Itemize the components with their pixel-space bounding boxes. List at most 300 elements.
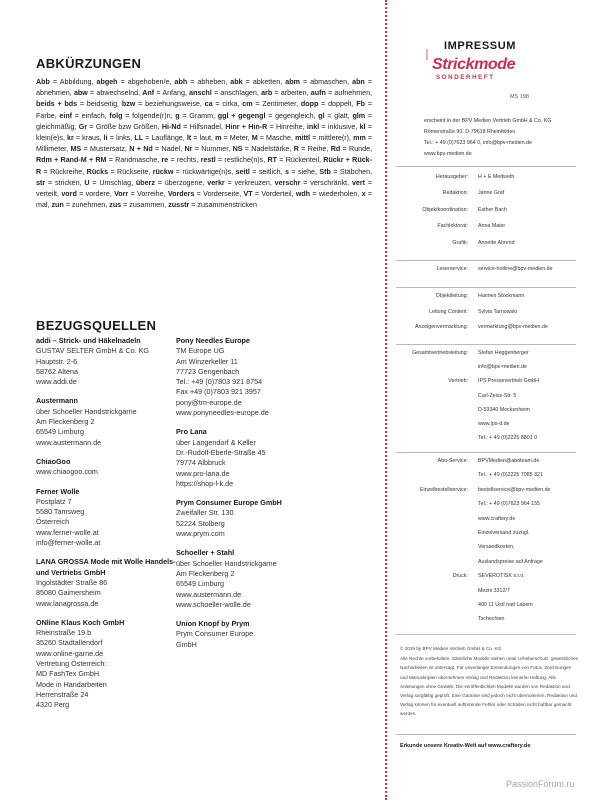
abbreviation-meaning: Runde — [349, 145, 371, 154]
abbreviation-term: Nr — [184, 145, 193, 154]
abbreviation-meaning: Masche — [266, 134, 292, 143]
source-link[interactable]: www.online-garne.de — [36, 648, 104, 658]
abbreviation-meaning: Millimeter — [36, 145, 67, 154]
source-line: Am Fleckenberg 2 — [176, 568, 235, 578]
source-line: Am Fleckenberg 2 — [36, 417, 95, 427]
abbreviation-meaning: Hinreihe — [276, 122, 303, 131]
publisher-line: Römerstraße 90, D-79618 Rheinfelden — [424, 129, 516, 135]
source-line: Österreich — [36, 517, 70, 527]
source-name: addi – Strick- und Häkelnadeln — [36, 336, 141, 345]
source-entry — [36, 618, 176, 711]
impressum-value: D-53340 Meckenheim — [478, 406, 530, 413]
source-line: 79774 Albbruck — [176, 458, 226, 468]
source-link[interactable]: www.prym.com — [176, 529, 225, 539]
abbreviation-meaning: klein(e)s — [36, 134, 63, 143]
impressum-row — [396, 616, 576, 630]
impressum-label: Leserservice: — [436, 266, 468, 272]
separator — [396, 734, 576, 735]
abbreviation-meaning: Lauflänge — [151, 134, 183, 143]
abbreviation-term: Gr — [78, 122, 88, 131]
abbreviation-term: Hi-Nd — [161, 122, 181, 131]
source-line: Tel.: +49 (0)7803 921 8754 — [176, 377, 263, 387]
source-line: Fax +49 (0)7803 921 3957 — [176, 387, 261, 397]
abbreviation-term: abn — [352, 78, 365, 86]
abbreviation-meaning: arbeiten — [280, 89, 307, 98]
sources-column-2 — [176, 336, 316, 659]
sources-title: BEZUGSQUELLEN — [36, 318, 157, 333]
abbreviation-term: abgeh — [96, 78, 118, 86]
abbreviation-term: Hinr + Hin-R — [225, 122, 268, 131]
source-link[interactable]: info@ferner-wolle.at — [36, 538, 101, 548]
impressum-row — [396, 309, 576, 325]
abbreviation-meaning: verkreuzen — [234, 178, 270, 187]
source-entry — [176, 336, 316, 418]
source-link[interactable]: www.austermann.de — [36, 437, 102, 447]
abbreviation-term: Rückr + Rück-R — [36, 156, 373, 176]
impressum-row — [396, 174, 576, 190]
source-entry — [36, 487, 176, 549]
impressum-label: Einzelbestellservice: — [420, 486, 468, 493]
impressum-value: Tel.: + 49 (0)2225 7085 321 — [478, 472, 543, 479]
abbreviation-meaning: beidseitig — [86, 100, 118, 109]
source-line: Ingolstädter Straße 86 — [36, 577, 108, 587]
abbreviation-term: Vorders — [167, 190, 195, 199]
impressum-label: Abo-Service: — [437, 458, 468, 464]
source-line: über Schoeller Handstrickgarne — [36, 406, 137, 416]
source-line: Vertretung Österreich: — [36, 659, 107, 669]
abbreviation-term: abm — [285, 78, 300, 86]
source-name: Prym Consumer Europe GmbH — [176, 498, 282, 508]
impressum-row — [396, 435, 576, 449]
source-line: 35260 Stadtallendorf — [36, 638, 103, 648]
impressum-row — [396, 223, 576, 239]
abbreviation-meaning: aufnehmen — [334, 89, 371, 98]
source-line: 58762 Altena — [36, 366, 78, 376]
source-line: GmbH — [176, 639, 197, 649]
abbreviation-meaning: seitlich — [258, 167, 281, 176]
abbreviation-term: überz — [135, 178, 155, 187]
source-entry — [176, 548, 316, 610]
source-line: GUSTAV SELTER GmbH & Co. KG — [36, 346, 150, 356]
abbreviation-meaning: restliche(n)s — [224, 156, 264, 165]
impressum-row — [396, 588, 576, 602]
abbreviation-meaning: Farbe — [36, 111, 55, 120]
watermark: PassionForum.ru — [506, 779, 575, 789]
impressum-value: Tel.: + 49 (0)2225 8801 0 — [478, 435, 538, 442]
abbreviation-meaning: rückwärtige(n)s — [182, 167, 232, 176]
source-link[interactable]: https://shop-l-k.de — [176, 478, 234, 488]
abbreviation-term: RT — [267, 156, 278, 165]
abbreviation-meaning: Nadelstärke — [251, 145, 290, 154]
abbreviation-meaning: anschlagen — [220, 89, 257, 98]
abbreviation-term: Vorr — [114, 190, 129, 199]
impressum-value: Esther Bach — [478, 206, 507, 213]
distribution-block — [396, 350, 576, 449]
impressum-label: Leitung Content: — [429, 308, 468, 315]
impressum-value: IPS Pressevertrieb GmbH — [478, 378, 539, 385]
publisher-line: www.bpv-medien.de — [424, 151, 472, 157]
abbreviation-meaning: mittlere(r) — [318, 134, 350, 143]
abbreviation-term: NS — [232, 145, 243, 154]
impressum-value: Mezni 3312/7 — [478, 587, 510, 594]
separator — [396, 287, 576, 288]
impressum-link[interactable]: info@bpv-medien.de — [478, 364, 527, 371]
abbreviation-term: rückw — [152, 167, 174, 176]
abbreviation-meaning: abgehoben/e — [127, 78, 170, 86]
impressum-row — [396, 190, 576, 206]
impressum-row — [396, 393, 576, 407]
impressum-row — [396, 530, 576, 544]
abbreviation-term: s — [285, 167, 289, 176]
impressum-row — [396, 573, 576, 587]
impressum-value: Tschechien — [478, 616, 505, 623]
abbreviation-term: Abb — [36, 78, 50, 86]
impressum-row — [396, 266, 576, 278]
impressum-row — [396, 407, 576, 421]
abbreviation-term: bzw — [121, 100, 136, 109]
source-name: Union Knopf by Prym — [176, 619, 250, 629]
abbreviation-term: arb — [261, 89, 273, 98]
impressum-value: Versandkosten, — [478, 544, 515, 551]
source-line: über Langendorf & Keller — [176, 437, 256, 447]
source-link[interactable]: www.addi.de — [36, 377, 77, 387]
impressum-value: 400 11 Ústí nad Labem — [478, 601, 533, 608]
abbreviation-term: seitl — [235, 167, 250, 176]
abbreviation-meaning: Stäbchen — [339, 167, 371, 176]
abbreviation-term: g — [175, 111, 180, 120]
abbreviation-meaning: Meter — [229, 134, 248, 143]
impressum-row — [396, 487, 576, 501]
impressum-value: H + E Medweth — [478, 174, 515, 180]
impressum-link[interactable]: bestellservice@bpv-medien.de — [478, 486, 551, 493]
impressum-title: IMPRESSUM — [444, 40, 517, 52]
reader-service-block — [396, 266, 576, 278]
abbreviation-term: vert — [351, 178, 366, 187]
abbreviation-meaning: kraus — [82, 134, 100, 143]
abbreviation-term: folg — [109, 111, 123, 120]
abbreviation-term: m — [215, 134, 222, 143]
abbreviation-meaning: überzogene — [164, 178, 203, 187]
abbreviation-term: LL — [134, 134, 144, 143]
source-name: LANA GROSSA Mode mit Wolle Handels- und Vertriebs GmbH — [36, 557, 176, 577]
abbreviation-meaning: mal — [36, 201, 48, 210]
abbreviation-term: verkr — [207, 178, 225, 187]
abbreviation-term: kr — [67, 134, 74, 143]
source-line: über Schoeller Handstrickgarne — [176, 558, 277, 568]
source-link[interactable]: www.ferner-wolle.at — [36, 527, 99, 537]
source-line: Herrenstraße 24 — [36, 689, 89, 699]
abbreviation-term: Anf — [142, 89, 155, 98]
source-link[interactable]: www.pro-lana.de — [176, 468, 230, 478]
source-entry — [36, 336, 176, 387]
source-link[interactable]: www.austermann.de — [176, 589, 242, 599]
impressum-row — [396, 421, 576, 435]
abbreviation-meaning: gegengleich — [275, 111, 314, 120]
abbreviation-meaning: Rückenteil — [285, 156, 320, 165]
abbreviation-meaning: abketten — [252, 78, 281, 86]
source-link[interactable]: www.ponyneedles-europe.de — [176, 408, 269, 418]
abbreviation-term: U — [84, 178, 90, 187]
abbreviation-meaning: zusammenstricken — [197, 201, 257, 210]
impressum-row — [396, 293, 576, 309]
abbreviation-meaning: vordere — [85, 190, 110, 199]
impressum-value: Janne Graf — [478, 190, 505, 197]
impressum-row — [396, 207, 576, 223]
abbreviation-term: beids + bds — [36, 100, 78, 109]
impressum-value: SEVEROTISK s.r.o. — [478, 573, 525, 580]
source-entry — [36, 457, 176, 478]
source-line: Prym Consumer Europe — [176, 629, 254, 639]
dotted-divider — [385, 0, 387, 800]
impressum-row — [396, 350, 576, 364]
abbreviation-meaning: abwechselnd — [96, 89, 139, 98]
abbreviation-meaning: Anfang — [162, 89, 185, 98]
abbreviations-section — [36, 56, 372, 211]
abbreviation-meaning: rechts — [176, 156, 197, 165]
impressum-value: Carl-Zeiss-Str. 5 — [478, 392, 517, 399]
impressum-row — [396, 559, 576, 573]
abbreviation-term: Rd — [330, 145, 341, 154]
abbreviation-term: str — [36, 178, 46, 187]
abbreviation-meaning: inklusive — [327, 122, 356, 131]
source-line: Rheinstraße 19 b — [36, 628, 92, 638]
legal-paragraph: © 2026 by BPV Medien Vertrieb GmbH & Co. KG — [400, 646, 502, 651]
impressum-row — [396, 602, 576, 616]
impressum-label: Objektkoordination: — [422, 206, 468, 213]
sources-column-1 — [36, 336, 176, 720]
legal-paragraph: Alle Rechte vorbehalten. Sämtliche Modelle stehen unter Urheberschutz, gewerbliches Nacharbeiten ist untersagt. Für unverlangte Einsendungen von Fotos, Zeichnungen und Manuskripten übernehmen Verlag und Redaktion keinerlei Haftung. Alle Anleitungen ohne Gewähr. Die veröffentlichten Modelle wurden von Redaktion und Verlag sorgfältig geprüft. Eine Garantie wird jedoch nicht übernommen. Redaktion und Verlag können für eventuell auftretende Fehler oder Schäden nicht haftbar gemacht werden. — [400, 656, 578, 717]
separator — [396, 344, 576, 345]
source-entry — [176, 619, 316, 650]
abbreviation-term: N + Nd — [129, 145, 153, 154]
abbreviation-meaning: Abbildung — [59, 78, 92, 86]
source-name: Schoeller + Stahl — [176, 548, 235, 558]
separator — [396, 166, 576, 167]
abbreviation-term: ca — [204, 100, 213, 109]
abbreviation-meaning: stricken — [54, 178, 80, 187]
impressum-link[interactable]: www.craftery.de — [478, 515, 516, 522]
source-link[interactable]: www.chiaogoo.com — [36, 467, 98, 477]
separator — [396, 634, 576, 635]
abbreviation-meaning: folgende(r)n — [132, 111, 171, 120]
publisher-line: Tel.: + 49 (0)7623 964 0, info@bpv-medien.de — [424, 140, 532, 146]
abbreviation-meaning: Vorderteil — [261, 190, 292, 199]
impressum-row — [396, 544, 576, 558]
impressum-label: Fachlektorat: — [437, 223, 468, 230]
impressum-value: Sylvia Tarnowski — [478, 308, 518, 315]
issue-number: MS 198 — [510, 94, 529, 100]
abbreviation-term: zun — [51, 201, 64, 210]
abbreviation-term: aufn — [310, 89, 326, 98]
abbreviation-term: cm — [242, 100, 253, 109]
abbreviation-meaning: beziehungsweise — [145, 100, 200, 109]
impressum-label: Objektleitung: — [435, 293, 468, 299]
impressum-value: Hannes Stockmann — [478, 293, 525, 299]
abbreviation-meaning: wiederholen — [318, 190, 358, 199]
abbreviation-term: x — [361, 190, 366, 199]
abbreviation-meaning: verteilt — [36, 190, 58, 199]
abbreviation-meaning: einfach — [81, 111, 105, 120]
abbreviation-term: MS — [70, 145, 82, 154]
abbreviation-term: abh — [174, 78, 188, 86]
abbreviation-term: inkl — [306, 122, 320, 131]
impressum-row — [396, 378, 576, 392]
abbreviation-term: dopp — [300, 100, 319, 109]
source-line: 5580 Tamsweg — [36, 507, 85, 517]
abbreviation-meaning: zusammen — [129, 201, 165, 210]
abbreviation-term: ggl + gegengl — [217, 111, 266, 120]
abbreviation-term: Fb — [356, 100, 366, 109]
impressum-value: Anna Maier — [478, 223, 506, 230]
abbreviation-meaning: Gramm — [189, 111, 214, 120]
impressum-value: Annette Ahrend — [478, 239, 515, 246]
abbreviation-term: glm — [352, 111, 366, 120]
source-entry — [36, 396, 176, 447]
abbreviation-meaning: abmaschen — [310, 78, 348, 86]
impressum-value: Tel.: + 49 (0)7623 964 155 — [478, 501, 540, 508]
abbreviation-term: zus — [109, 201, 122, 210]
impressum-row — [396, 324, 576, 340]
abbreviation-meaning: Mustersatz — [90, 145, 125, 154]
abbreviation-term: mittl — [295, 134, 311, 143]
abbreviation-meaning: laut — [199, 134, 212, 143]
abbreviation-term: vord — [61, 190, 77, 199]
abbreviation-meaning: doppelt — [328, 100, 352, 109]
impressum-link[interactable]: BPVMedien@aboteam.de — [478, 458, 540, 464]
impressum-row — [396, 364, 576, 378]
abbreviation-term: R — [293, 145, 299, 154]
separator — [396, 452, 576, 453]
legal-notice — [400, 644, 578, 720]
publisher-line: erscheint in der BPV Medien Vertrieb GmbH & Co. KG — [424, 118, 552, 124]
impressum-label: Anzeigenvermarktung: — [415, 324, 468, 331]
source-link[interactable]: pony@tm-europe.de — [176, 397, 242, 407]
source-name: ONline Klaus Koch GmbH — [36, 617, 125, 627]
impressum-label: Grafik: — [452, 239, 468, 246]
abbreviation-meaning: zunehmen — [71, 201, 106, 210]
impressum-link[interactable]: service-hotline@bpv-medien.de — [478, 266, 553, 272]
abbreviation-meaning: glatt — [334, 111, 348, 120]
impressum-row — [396, 501, 576, 515]
impressum-label: Herausgeber: — [435, 174, 468, 180]
abbreviation-term: abk — [230, 78, 243, 86]
impressum-value: Einzelversand zuzügl. — [478, 529, 530, 536]
separator — [396, 260, 576, 261]
source-name: Pro Lana — [176, 427, 207, 437]
publisher-block — [424, 116, 574, 160]
abbreviation-meaning: siehe — [297, 167, 316, 176]
abbreviation-meaning: Vorderseite — [203, 190, 240, 199]
abbreviation-meaning: Randmasche — [115, 156, 158, 165]
source-link[interactable]: www.schoeller-wolle.de — [176, 599, 251, 609]
abbreviation-meaning: Nadel — [161, 145, 181, 154]
source-line: 85080 Gaimersheim — [36, 588, 101, 598]
source-line: Zweifaller Str. 130 — [176, 508, 234, 518]
impressum-row — [396, 516, 576, 530]
abbreviation-meaning: Rückseite — [117, 167, 149, 176]
abbreviation-term: li — [103, 134, 108, 143]
abbreviation-term: Rdm + Rand-M + RM — [36, 156, 107, 165]
impressum-row — [396, 240, 576, 256]
source-entry — [176, 498, 316, 539]
strickmode-logo — [424, 49, 544, 84]
abbreviation-meaning: Rückreihe — [50, 167, 83, 176]
source-line: 77723 Gengenbach — [176, 366, 240, 376]
abbreviation-meaning: gleichmäßig — [36, 122, 75, 131]
abbreviation-term: wdh — [295, 190, 311, 199]
orders-block — [396, 458, 576, 631]
abbreviation-meaning: Hilfsnadel — [189, 122, 221, 131]
source-entry — [176, 427, 316, 489]
abbreviation-meaning: Zentimeter — [262, 100, 297, 109]
source-line: MD FashTex GmbH — [36, 669, 100, 679]
abbreviation-meaning: cirka — [222, 100, 238, 109]
source-line: Hauptstr. 2-6 — [36, 356, 78, 366]
abbreviation-term: restl — [200, 156, 216, 165]
ads-block — [396, 293, 576, 340]
source-line: Mode in Handarbeiten — [36, 679, 107, 689]
abbreviation-meaning: Umschlag — [99, 178, 132, 187]
impressum-label: Gesamtvertriebsleitung: — [412, 350, 468, 356]
abbreviation-term: abw — [73, 89, 88, 98]
abbreviation-term: mm — [353, 134, 366, 143]
impressum-row — [396, 472, 576, 486]
impressum-value: Stefan Heggenberger — [478, 350, 529, 356]
impressum-link[interactable]: www.ips-d.de — [478, 420, 510, 427]
impressum-label: Druck: — [452, 573, 468, 580]
abbreviation-term: M — [251, 134, 258, 143]
impressum-link[interactable]: vermarktung@bpv-medien.de — [478, 324, 548, 331]
abbreviation-term: gl — [318, 111, 325, 120]
abbreviation-meaning: abheben — [197, 78, 226, 86]
abbreviation-term: Rücks — [86, 167, 109, 176]
abbreviation-term: anschl — [189, 89, 212, 98]
logo-small-text: meine — [424, 49, 429, 60]
impressum-value: Auslandspreise auf Anfrage — [478, 558, 543, 565]
source-line: Am Winzerkeller 11 — [176, 356, 238, 366]
source-name: ChiaoGoo — [36, 456, 71, 466]
source-line: 65549 Limburg — [176, 579, 224, 589]
logo-sub-text: SONDERHEFT — [436, 74, 495, 81]
abbreviation-meaning: abnehmen — [36, 89, 70, 98]
craftery-link[interactable]: Erkunde unsere Kreativ-Welt auf www.craftery.de — [400, 743, 531, 749]
abbreviation-term: verschr — [274, 178, 301, 187]
source-name: Austermann — [36, 396, 78, 406]
source-name: Pony Needles Europe — [176, 336, 250, 345]
logo-main-text: Strickmode — [432, 56, 516, 73]
abbreviation-meaning: verschränkt — [310, 178, 348, 187]
abbreviation-meaning: links — [115, 134, 131, 143]
abbreviation-term: re — [161, 156, 169, 165]
abbreviation-term: kl — [359, 122, 366, 131]
source-line: 65549 Limburg — [36, 427, 84, 437]
source-line: 52224 Stolberg — [176, 518, 225, 528]
impressum-label: Redaktion: — [442, 190, 468, 197]
team-block — [396, 174, 576, 256]
abbreviation-term: zusstr — [168, 201, 190, 210]
abbreviation-meaning: Vorreihe — [136, 190, 164, 199]
abbreviation-meaning: Reihe — [307, 145, 327, 154]
abbreviation-term: lt — [186, 134, 192, 143]
abbreviation-term: einf — [59, 111, 73, 120]
source-line: 4320 Perg — [36, 700, 70, 710]
abbreviation-term: VT — [243, 190, 253, 199]
source-line: Dr.-Rudolf-Eberle-Straße 45 — [176, 447, 266, 457]
source-link[interactable]: www.lanagrossa.de — [36, 598, 99, 608]
source-line: TM Europe UG — [176, 346, 225, 356]
source-entry — [36, 557, 176, 608]
impressum-row — [396, 458, 576, 472]
